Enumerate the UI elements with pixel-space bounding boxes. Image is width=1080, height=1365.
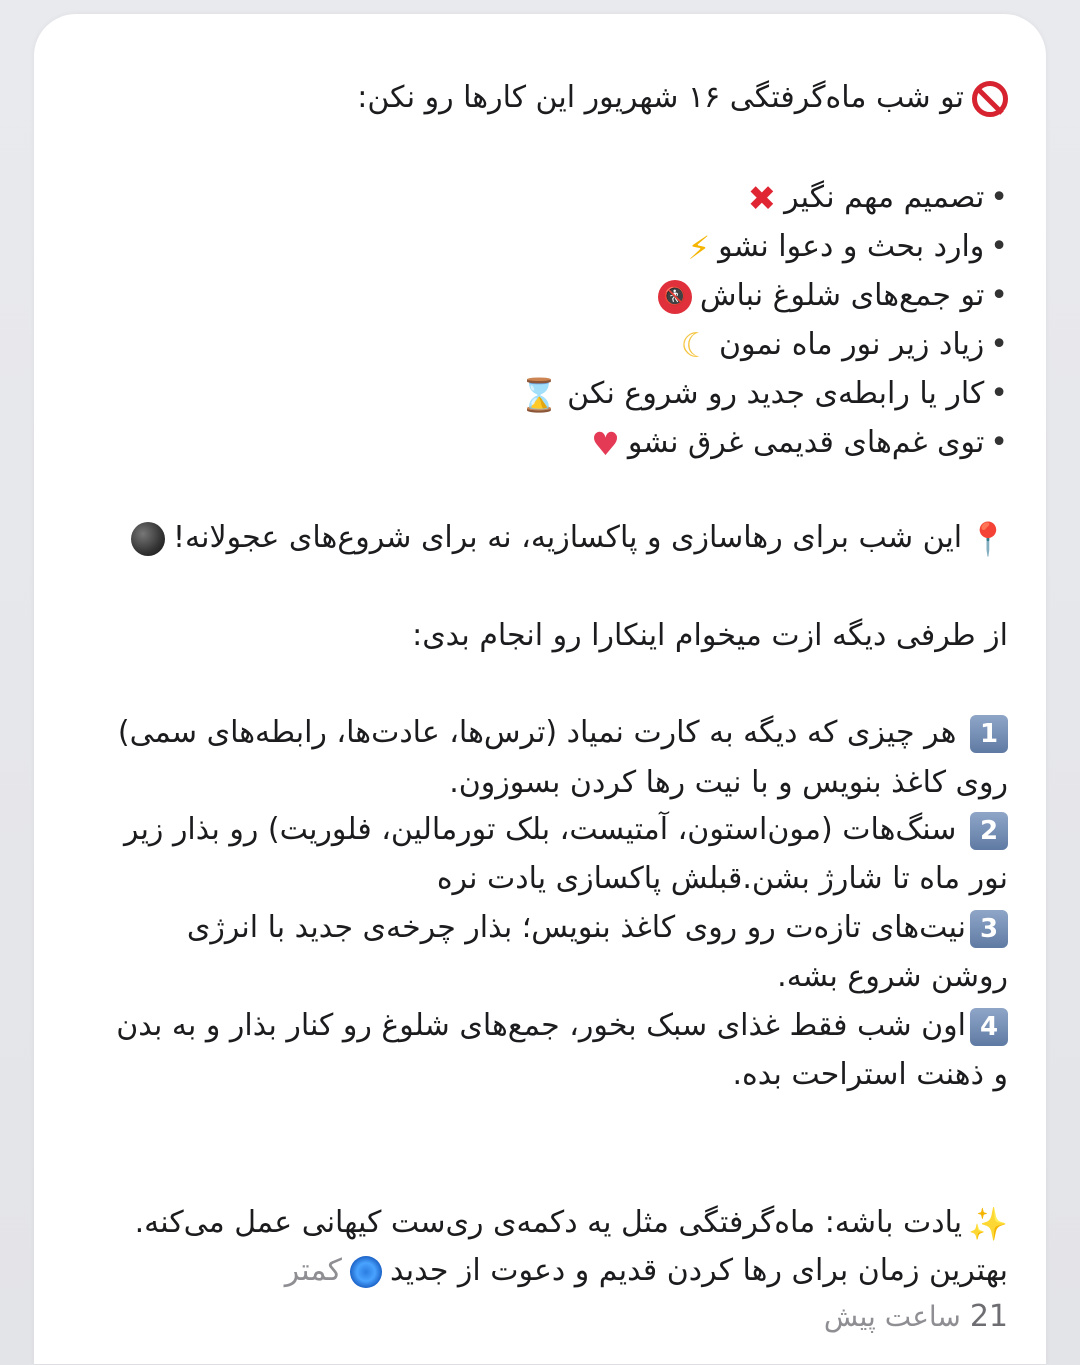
dont-item-text: تصمیم مهم نگیر [784,180,985,215]
timestamp-number: 21 [969,1299,1008,1334]
step-item-continued [777,953,1008,1001]
step-item [124,806,1008,854]
new-moon-icon [131,522,165,556]
post-header-text: تو شب ماه‌گرفتگی ۱۶ شهریور این کارها رو نکن: [357,80,964,115]
broken-heart-icon: ♥ [591,424,620,463]
dont-item: •تصمیم مهم نگیر✖ [748,174,1008,223]
dont-item: •وارد بحث و دعوا نشو⚡ [688,223,1008,272]
dont-item-text: کار یا رابطه‌ی جدید رو شروع نکن [567,376,985,411]
dont-item-text: تو جمع‌های شلوغ نباش [699,278,985,313]
timestamp-unit: ساعت پیش [823,1300,961,1333]
step-line: نور ماه تا شارژ بشن.قبلش پاکسازی یادت نره [436,861,1008,896]
step-line: سنگ‌هات (مون‌استون، آمتیست، بلک تورمالین، فلوریت) رو بذار زیر [124,812,957,847]
dont-item-text: زیاد زیر نور ماه نمون [718,327,985,362]
post-body [34,14,1046,1364]
sparkles-icon: ✨ [968,1204,1008,1243]
step-line: روشن شروع بشه. [777,959,1008,994]
dont-item-text: وارد بحث و دعوا نشو [718,229,985,264]
post-reminder-text: بهترین زمان برای رها کردن قدیم و دعوت از جدید [389,1253,1008,1288]
keycap-3-icon: 3 [970,910,1008,948]
dont-item: •کار یا رابطه‌ی جدید رو شروع نکن⌛ [519,370,1008,419]
post-timestamp [824,1297,1008,1337]
step-item [187,904,1008,952]
dont-item: •تو جمع‌های شلوغ نباش🚷 [658,272,1008,320]
step-line: هر چیزی که دیگه به کارت نمیاد (ترس‌ها، عادت‌ها، رابطه‌های سمی) [117,715,957,750]
keycap-1-icon: 1 [970,715,1008,753]
dont-item: •توی غم‌های قدیمی غرق نشو♥ [591,419,1008,468]
post-note-text: این شب برای رهاسازی و پاکسازیه، نه برای شروع‌های عجولانه! [173,520,963,555]
step-item [116,1002,1008,1050]
post-header [357,74,1008,122]
dont-item: •زیاد زیر نور ماه نمون☾ [680,321,1008,370]
step-item-continued [732,1051,1008,1099]
post-note [131,514,1008,563]
cyclone-icon [350,1256,382,1288]
post-intro-text: از طرفی دیگه ازت میخوام اینکارا رو انجام بدی: [412,618,1008,653]
keycap-4-icon: 4 [970,1008,1008,1046]
post-reminder-line2 [285,1247,1008,1295]
step-line: و ذهنت استراحت بده. [732,1057,1008,1092]
dont-item-text: توی غم‌های قدیمی غرق نشو [627,425,985,460]
prohibited-icon [972,81,1008,117]
pin-icon: 📍 [968,519,1008,558]
step-line: نیت‌های تازه‌ت رو روی کاغذ بنویس؛ بذار چرخه‌ی جدید با انرژی [186,910,966,945]
keycap-2-icon: 2 [970,812,1008,850]
post-reminder-text: یادت باشه: ماه‌گرفتگی مثل یه دکمه‌ی ری‌ست کیهانی عمل می‌کنه. [134,1205,963,1240]
show-less-link[interactable]: کمتر [284,1253,342,1288]
cross-mark-icon: ✖ [747,178,777,219]
crescent-moon-icon: ☾ [680,325,711,366]
post-intro [412,612,1008,660]
step-item-continued [449,759,1008,807]
step-line: اون شب فقط غذای سبک بخور، جمع‌های شلوغ رو کنار بذار و به بدن [116,1008,966,1043]
no-pedestrians-icon: 🚷 [658,280,692,314]
post-card [34,14,1046,1364]
step-line: روی کاغذ بنویس و با نیت رها کردن بسوزون. [449,765,1008,800]
step-item-continued [437,855,1008,903]
step-item [118,709,1008,757]
lightning-icon: ⚡ [687,228,711,267]
hourglass-icon: ⌛ [519,375,560,414]
post-reminder [135,1199,1008,1248]
